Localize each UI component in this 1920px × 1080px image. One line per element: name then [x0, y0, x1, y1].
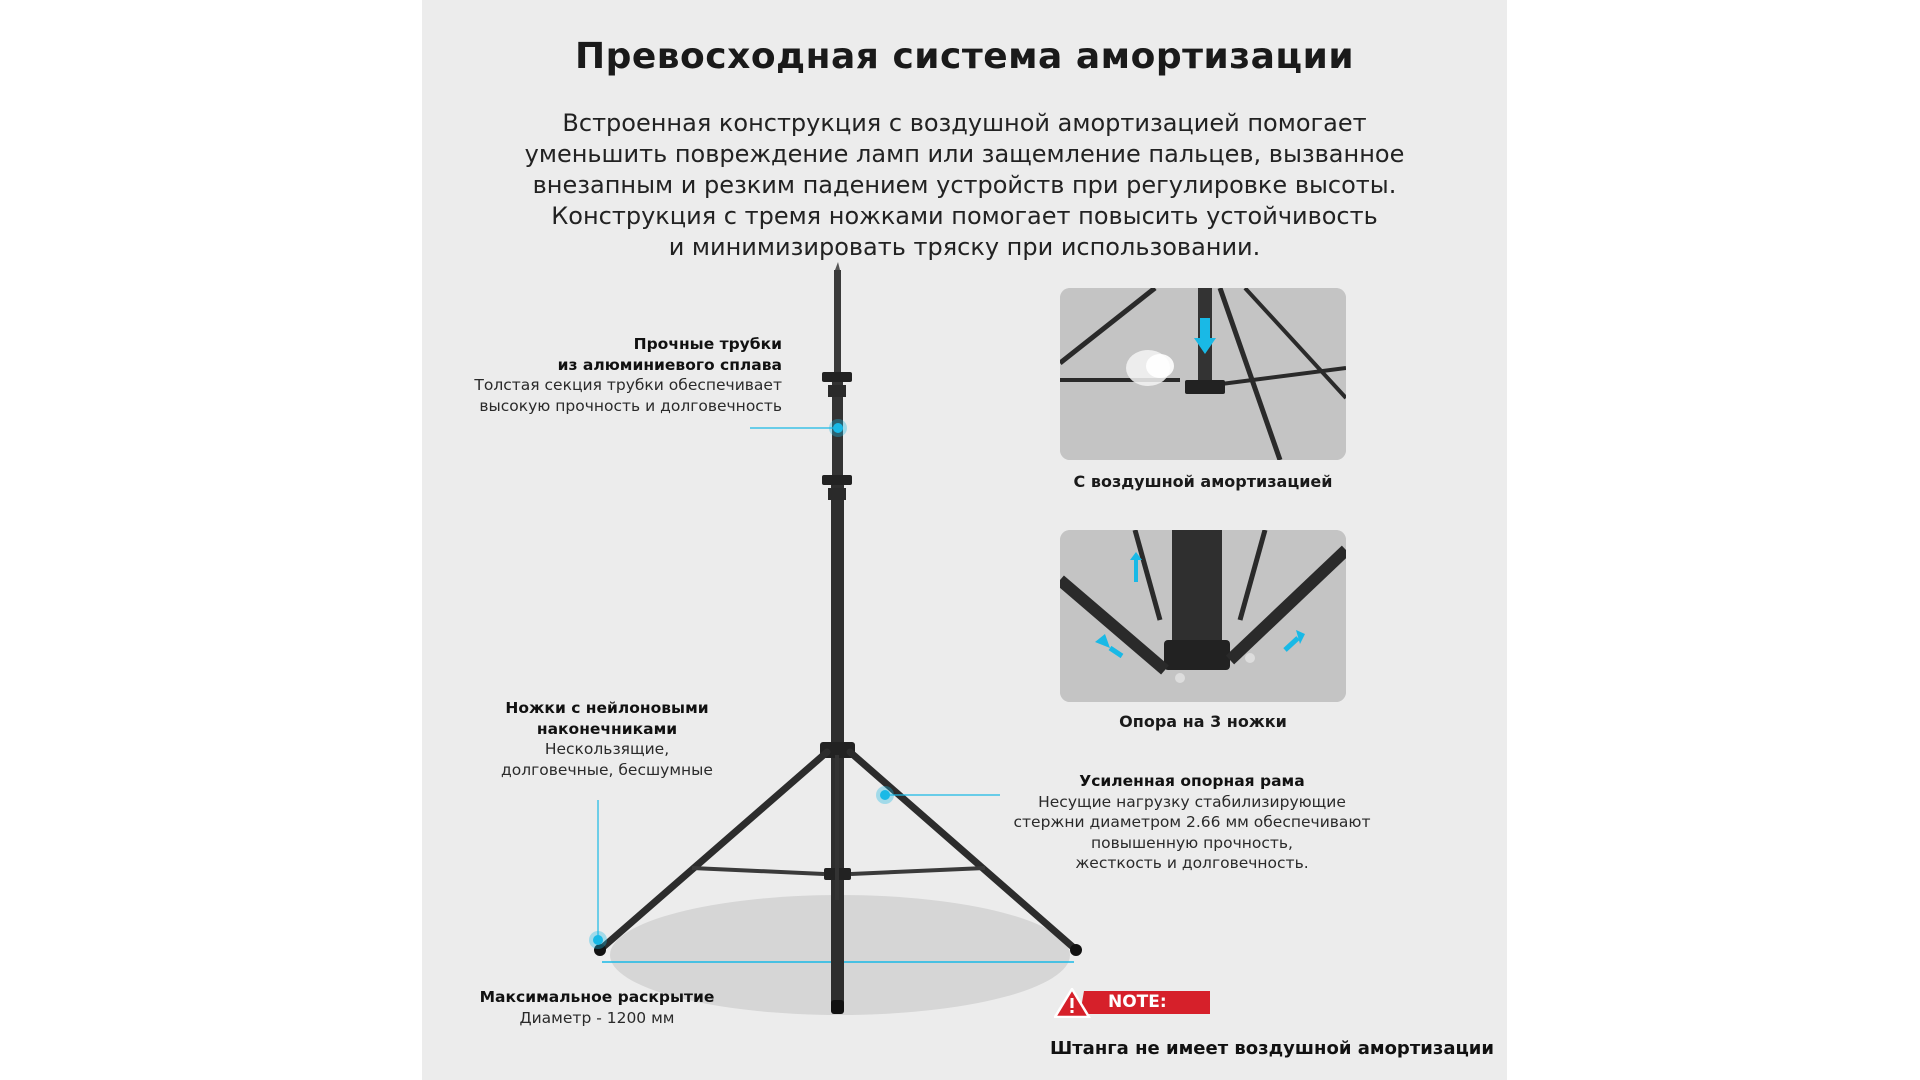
callout-title: наконечниками	[536, 719, 678, 738]
callout-body: Несущие нагрузку стабилизирующие	[1038, 792, 1346, 811]
callout-title: Ножки с нейлоновыми	[505, 699, 709, 717]
page-title: Превосходная система амортизации	[574, 36, 1355, 77]
three-legs-caption: Опора на 3 ножки	[1119, 712, 1287, 731]
air-cushion-closeup-image	[1060, 288, 1346, 460]
mast-top	[834, 270, 841, 380]
leg-tip	[1070, 944, 1082, 956]
intro-line: Встроенная конструкция с воздушной амортизацией помогает	[562, 109, 1367, 137]
mast-tip	[835, 262, 840, 270]
callout-dot	[880, 790, 890, 800]
lock-knob	[828, 385, 846, 397]
brace-left	[692, 868, 824, 874]
callout-tubes	[442, 334, 782, 416]
lock-knob	[828, 488, 846, 500]
intro-line: уменьшить повреждение ламп или защемление пальцев, вызванное	[524, 140, 1405, 168]
callout-body: Нескользящие,	[544, 740, 670, 758]
intro-line: внезапным и резким падением устройств при регулировке высоты.	[532, 171, 1397, 199]
brace-right	[851, 868, 985, 874]
lock-knob	[822, 372, 852, 382]
intro-line: и минимизировать тряску при использовании.	[668, 233, 1261, 261]
callout-body: долговечные, бесшумные	[501, 760, 713, 779]
callout-title: Усиленная опорная рама	[1079, 772, 1305, 790]
callout-title: Максимальное раскрытие	[479, 988, 715, 1006]
callout-body: жесткость и долговечность.	[1075, 854, 1309, 872]
callout-body: повышенную прочность,	[1091, 833, 1293, 852]
note-badge-label: NOTE:	[1108, 992, 1167, 1012]
callout-spread	[452, 987, 742, 1028]
three-legs-photo	[1060, 530, 1346, 702]
product-panel	[422, 0, 1507, 1080]
callout-body: стержни диаметром 2.66 мм обеспечивают	[1013, 813, 1371, 831]
callout-body: высокую прочность и долговечность	[479, 396, 782, 415]
mast-foot	[831, 1000, 844, 1014]
three-legs-closeup-image	[1060, 530, 1346, 702]
callout-title: Прочные трубки	[633, 335, 782, 353]
intro-line: Конструкция с тремя ножками помогает повысить устойчивость	[551, 202, 1378, 230]
note-text: Штанга не имеет воздушной амортизации	[1050, 1038, 1495, 1059]
callout-dot	[833, 423, 843, 433]
callout-frame	[992, 771, 1392, 874]
callout-dot	[593, 935, 603, 945]
callout-legs	[462, 698, 752, 780]
air-cushion-caption: С воздушной амортизацией	[1073, 472, 1333, 491]
callout-body: Диаметр - 1200 мм	[519, 1008, 675, 1027]
air-cushion-photo	[1060, 288, 1346, 460]
callout-body: Толстая секция трубки обеспечивает	[474, 376, 782, 394]
lock-knob	[822, 475, 852, 485]
callout-title: из алюминиевого сплава	[557, 355, 782, 374]
